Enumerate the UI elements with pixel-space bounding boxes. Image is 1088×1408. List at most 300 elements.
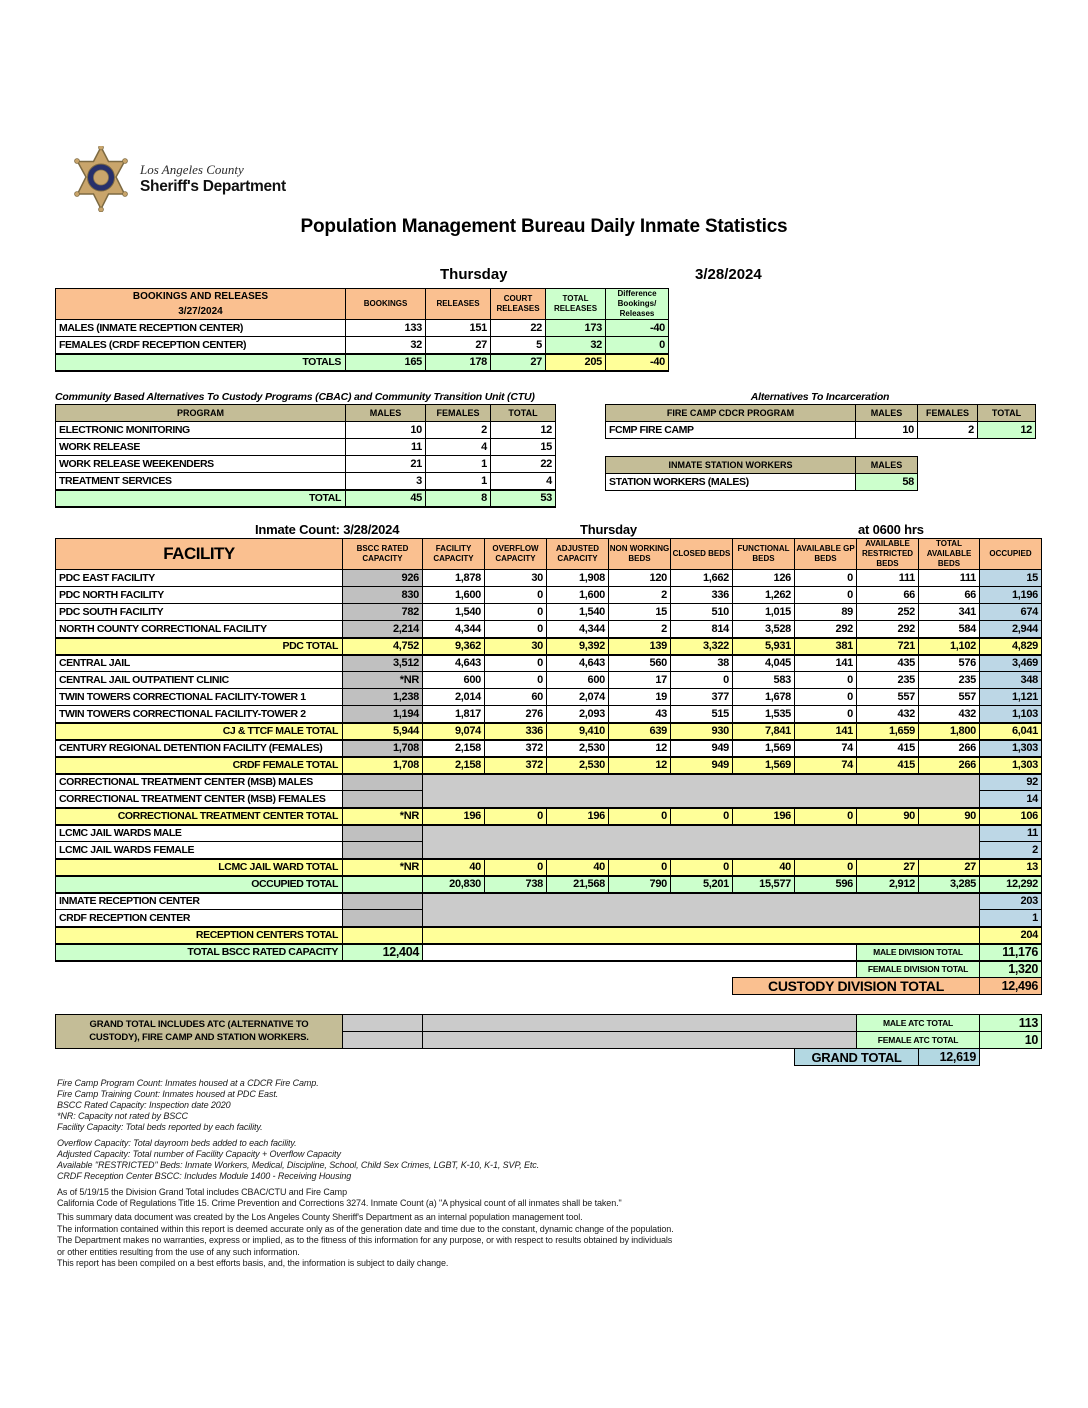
total-value: 7,841 [733, 723, 795, 740]
facility-label: TWIN TOWERS CORRECTIONAL FACILITY-TOWER 1 [56, 689, 343, 706]
total-value: 2,912 [857, 876, 919, 893]
inmate-count-label: Inmate Count: 3/28/2024 [255, 522, 400, 537]
table-row [56, 354, 669, 371]
total-value: 381 [795, 638, 857, 655]
table-row [56, 405, 556, 422]
bscc-value: 1,194 [343, 706, 423, 723]
facility-label: CENTRAL JAIL [56, 655, 343, 672]
stat-value: 38 [671, 655, 733, 672]
footnote-line: Fire Camp Training Count: Inmates housed at PDC East. [57, 1089, 279, 1099]
total-value: 336 [485, 723, 547, 740]
bscc-value: 1,708 [343, 757, 423, 774]
stat-value: 584 [919, 621, 980, 638]
row-label: WORK RELEASE WEEKENDERS [56, 456, 346, 473]
occupied-value: 674 [980, 604, 1042, 621]
totals-label: CORRECTIONAL TREATMENT CENTER TOTAL [56, 808, 343, 825]
column-header: FEMALES [426, 405, 491, 422]
table-row [606, 457, 918, 474]
fire-camp-table [605, 404, 1036, 439]
table-row [56, 337, 669, 354]
female-division-value: 1,320 [980, 961, 1042, 978]
totals-label: RECEPTION CENTERS TOTAL [56, 927, 343, 944]
column-header: MALES [346, 405, 426, 422]
occupied-value: 2 [980, 842, 1042, 859]
table-row [56, 808, 1042, 825]
total-value: 178 [426, 354, 491, 371]
column-header: TOTAL [491, 405, 556, 422]
stat-value: 10 [856, 422, 918, 439]
column-header: AVAILABLE GP BEDS [795, 539, 857, 570]
stat-value: 235 [919, 672, 980, 689]
footnote-line: Overflow Capacity: Total dayroom beds added to each facility. [57, 1138, 297, 1148]
stat-value: 276 [485, 706, 547, 723]
stat-value: 583 [733, 672, 795, 689]
facility-label: CENTURY REGIONAL DETENTION FACILITY (FEMALES) [56, 740, 343, 757]
disclaimer-line: or other entities resulting from the use of any such information. [57, 1246, 300, 1257]
page-title: Population Management Bureau Daily Inmate Statistics [300, 216, 788, 237]
total-value: 930 [671, 723, 733, 740]
bscc-value: 1,708 [343, 740, 423, 757]
stat-value: 4,643 [423, 655, 485, 672]
stat-value: 2 [426, 422, 491, 439]
facility-label: CENTRAL JAIL OUTPATIENT CLINIC [56, 672, 343, 689]
stat-value: 3,528 [733, 621, 795, 638]
stat-value: 120 [609, 570, 671, 587]
facility-header: FACILITY [56, 539, 343, 570]
stat-value: 1,600 [423, 587, 485, 604]
facility-label: PDC NORTH FACILITY [56, 587, 343, 604]
table-row [56, 723, 1042, 740]
total-value: 738 [485, 876, 547, 893]
footnote-line: California Code of Regulations Title 15. Crime Prevention and Corrections 3274. Inmate Count (a) "A physical count of all inmates shall be taken." [57, 1198, 622, 1208]
stat-value: 1,908 [547, 570, 609, 587]
total-value: 12 [609, 757, 671, 774]
table-row [56, 1015, 1042, 1032]
stat-value: 1,535 [733, 706, 795, 723]
total-value: 141 [795, 723, 857, 740]
total-value: 0 [609, 808, 671, 825]
total-value: 21,568 [547, 876, 609, 893]
disclaimer-line: This report has been compiled on a best efforts basis, and, the information is subject to daily change. [57, 1258, 449, 1268]
stat-value: 4 [426, 439, 491, 456]
stat-value: 0 [795, 587, 857, 604]
stat-value: 30 [485, 570, 547, 587]
table-row [56, 757, 1042, 774]
stat-value: 1 [426, 473, 491, 490]
stat-value: 32 [546, 337, 606, 354]
footnote-line: Facility Capacity: Total beds reported by each facility. [57, 1122, 263, 1132]
occupied-value: 12,292 [980, 876, 1042, 893]
footnote-line: Available "RESTRICTED" Beds: Inmate Workers, Medical, Discipline, School, Child Sex Crimes, LGBT, K-10, K-1, SVP, Etc. [57, 1160, 540, 1170]
facility-label: CORRECTIONAL TREATMENT CENTER (MSB) FEMALES [56, 791, 343, 808]
stat-value: 377 [671, 689, 733, 706]
stat-value: 515 [671, 706, 733, 723]
stat-value: 4 [491, 473, 556, 490]
row-label: MALES (INMATE RECEPTION CENTER) [56, 320, 346, 337]
stat-value: 1,878 [423, 570, 485, 587]
column-header: FACILITY CAPACITY [423, 539, 485, 570]
inmate-count-day: Thursday [580, 522, 637, 537]
stat-value: 2 [918, 422, 978, 439]
facility-label: TWIN TOWERS CORRECTIONAL FACILITY-TOWER 2 [56, 706, 343, 723]
total-value: 45 [346, 490, 426, 507]
total-value: 1,800 [919, 723, 980, 740]
bscc-value: *NR [343, 672, 423, 689]
stat-value: 27 [426, 337, 491, 354]
stat-value: 510 [671, 604, 733, 621]
sheriff-star-icon [72, 146, 130, 212]
totals-label: PDC TOTAL [56, 638, 343, 655]
bscc-total-label: TOTAL BSCC RATED CAPACITY [56, 944, 343, 961]
column-header: OVERFLOW CAPACITY [485, 539, 547, 570]
table-row [56, 706, 1042, 723]
stat-value: 32 [346, 337, 426, 354]
stat-value: 141 [795, 655, 857, 672]
total-value: 721 [857, 638, 919, 655]
disclaimer [57, 1212, 674, 1270]
bscc-value: *NR [343, 859, 423, 876]
facility-label: PDC SOUTH FACILITY [56, 604, 343, 621]
column-header: TOTAL [978, 405, 1036, 422]
stat-value: 111 [857, 570, 919, 587]
female-atc-value: 10 [980, 1032, 1042, 1049]
total-value: 40 [733, 859, 795, 876]
bscc-value: 1,238 [343, 689, 423, 706]
grand-total-value: 12,619 [919, 1049, 980, 1066]
footnote-line: CRDF Reception Center BSCC: Includes Module 1400 - Receiving Housing [57, 1171, 352, 1181]
bscc-value: 3,512 [343, 655, 423, 672]
stat-value: 341 [919, 604, 980, 621]
bookings-header: BOOKINGS AND RELEASES 3/27/2024 [56, 289, 346, 320]
occupied-value: 15 [980, 570, 1042, 587]
stat-value: 10 [346, 422, 426, 439]
stat-value: 43 [609, 706, 671, 723]
occupied-value: 13 [980, 859, 1042, 876]
footnote-line: As of 5/19/15 the Division Grand Total includes CBAC/CTU and Fire Camp [57, 1187, 347, 1197]
row-label: FCMP FIRE CAMP [606, 422, 856, 439]
ati-caption: Alternatives To Incarceration [750, 391, 890, 403]
stat-value: 336 [671, 587, 733, 604]
table-row [56, 320, 669, 337]
merged-gray-cell [423, 774, 980, 808]
stat-value: 4,344 [423, 621, 485, 638]
stat-value: 66 [857, 587, 919, 604]
footnote-line: BSCC Rated Capacity: Inspection date 2020 [57, 1100, 231, 1110]
disclaimer-line: The information contained within this report is deemed accurate only as of the generation date and time due to the constant, dynamic change of the population. [57, 1223, 674, 1234]
total-value: 9,074 [423, 723, 485, 740]
bscc-value [343, 876, 423, 893]
total-value: 27 [857, 859, 919, 876]
stat-value: 2,158 [423, 740, 485, 757]
total-value: 1,569 [733, 757, 795, 774]
total-value: 596 [795, 876, 857, 893]
stat-value: 0 [485, 655, 547, 672]
occupied-value: 11 [980, 825, 1042, 842]
table-row [56, 961, 1042, 978]
table-row [606, 422, 1036, 439]
occupied-value: 1,121 [980, 689, 1042, 706]
total-value: 9,392 [547, 638, 609, 655]
total-value: 3,322 [671, 638, 733, 655]
column-header: PROGRAM [56, 405, 346, 422]
total-value: 1,659 [857, 723, 919, 740]
stat-value: 133 [346, 320, 426, 337]
bscc-value: 782 [343, 604, 423, 621]
table-row [56, 774, 1042, 791]
row-label: ELECTRONIC MONITORING [56, 422, 346, 439]
column-header: Difference Bookings/ Releases [606, 289, 669, 320]
stat-value: 292 [795, 621, 857, 638]
stat-value: 1 [426, 456, 491, 473]
stat-value: 0 [795, 570, 857, 587]
stat-value: 0 [795, 689, 857, 706]
column-header: CLOSED BEDS [671, 539, 733, 570]
bscc-total-value: 12,404 [343, 944, 423, 961]
cbac-caption: Community Based Alternatives To Custody Programs (CBAC) and Community Transition Unit (CTU) [55, 391, 535, 403]
total-value: 639 [609, 723, 671, 740]
stat-value: 435 [857, 655, 919, 672]
table-row [56, 689, 1042, 706]
total-value: 5,931 [733, 638, 795, 655]
report-date: 3/28/2024 [695, 266, 762, 283]
total-value: 8 [426, 490, 491, 507]
footnote-line: *NR: Capacity not rated by BSCC [57, 1111, 188, 1121]
total-value: 0 [671, 859, 733, 876]
stat-value: 252 [857, 604, 919, 621]
custody-division-label: CUSTODY DIVISION TOTAL [733, 978, 980, 995]
column-header: FUNCTIONAL BEDS [733, 539, 795, 570]
station-workers-table [605, 456, 918, 491]
male-atc-value: 113 [980, 1015, 1042, 1032]
column-header: MALES [856, 405, 918, 422]
footnotes [57, 1078, 622, 1209]
stat-value: 111 [919, 570, 980, 587]
column-header: OCCUPIED [980, 539, 1042, 570]
merged-gray-cell [423, 825, 980, 859]
footnote-line: Adjusted Capacity: Total number of Facility Capacity + Overflow Capacity [57, 1149, 341, 1159]
total-value: 2,158 [423, 757, 485, 774]
stat-value: 1,662 [671, 570, 733, 587]
total-value: 3,285 [919, 876, 980, 893]
total-value: 0 [671, 808, 733, 825]
table-row [56, 927, 1042, 944]
stat-value: 17 [609, 672, 671, 689]
total-value: 196 [423, 808, 485, 825]
row-label: STATION WORKERS (MALES) [606, 474, 856, 491]
bookings-releases-table [55, 288, 669, 372]
female-division-label: FEMALE DIVISION TOTAL [857, 961, 980, 978]
stat-value: 12 [491, 422, 556, 439]
total-value: 165 [346, 354, 426, 371]
stat-value: 0 [485, 587, 547, 604]
stat-value: 2 [609, 587, 671, 604]
facility-statistics-table [55, 538, 1042, 995]
stat-value: 415 [857, 740, 919, 757]
stat-value: 5 [491, 337, 546, 354]
occupied-value: 1,196 [980, 587, 1042, 604]
column-header: TOTAL AVAILABLE BEDS [919, 539, 980, 570]
grand-total-label: GRAND TOTAL [795, 1049, 919, 1066]
total-value: 9,362 [423, 638, 485, 655]
total-value: 30 [485, 638, 547, 655]
stat-value: 576 [919, 655, 980, 672]
total-value: 40 [547, 859, 609, 876]
table-row [56, 604, 1042, 621]
total-value: 0 [485, 808, 547, 825]
total-value: 0 [485, 859, 547, 876]
stat-value: 2,014 [423, 689, 485, 706]
occupied-value: 4,829 [980, 638, 1042, 655]
stat-value: 19 [609, 689, 671, 706]
total-value: 1,102 [919, 638, 980, 655]
stat-value: 949 [671, 740, 733, 757]
total-value: 40 [423, 859, 485, 876]
table-row [56, 740, 1042, 757]
fire-camp-header: FIRE CAMP CDCR PROGRAM [606, 405, 856, 422]
stat-value: 1,600 [547, 587, 609, 604]
stat-value: 74 [795, 740, 857, 757]
stat-value: 432 [857, 706, 919, 723]
footnote-line: Fire Camp Program Count: Inmates housed at a CDCR Fire Camp. [57, 1078, 319, 1088]
bscc-value: 5,944 [343, 723, 423, 740]
stat-value: 58 [856, 474, 918, 491]
disclaimer-line: The Department makes no warranties, express or implied, as to the fitness of this information for any purpose, or with respect to results obtained by individuals [57, 1235, 673, 1245]
facility-label: NORTH COUNTY CORRECTIONAL FACILITY [56, 621, 343, 638]
total-value: 415 [857, 757, 919, 774]
column-header: NON WORKING BEDS [609, 539, 671, 570]
facility-label: LCMC JAIL WARDS FEMALE [56, 842, 343, 859]
agency-logo [72, 146, 286, 212]
bscc-empty [343, 910, 423, 927]
bscc-value: 830 [343, 587, 423, 604]
table-row [56, 490, 556, 507]
stat-value: 600 [547, 672, 609, 689]
facility-label: INMATE RECEPTION CENTER [56, 893, 343, 910]
total-value: 205 [546, 354, 606, 371]
column-header: BSCC RATED CAPACITY [343, 539, 423, 570]
table-row [56, 893, 1042, 910]
stat-value: 22 [491, 320, 546, 337]
stat-value: 432 [919, 706, 980, 723]
facility-label: CORRECTIONAL TREATMENT CENTER (MSB) MALES [56, 774, 343, 791]
stat-value: 4,643 [547, 655, 609, 672]
occupied-value: 106 [980, 808, 1042, 825]
occupied-value: 1,303 [980, 757, 1042, 774]
stat-value: 0 [606, 337, 669, 354]
stat-value: 2,530 [547, 740, 609, 757]
stat-value: 89 [795, 604, 857, 621]
totals-label: TOTALS [56, 354, 346, 371]
table-row [606, 474, 918, 491]
stat-value: 126 [733, 570, 795, 587]
total-value: 27 [919, 859, 980, 876]
gray-cell [423, 1032, 857, 1049]
stat-value: 0 [795, 706, 857, 723]
station-workers-header: INMATE STATION WORKERS [606, 457, 856, 474]
total-value: 74 [795, 757, 857, 774]
total-value: 0 [609, 859, 671, 876]
bscc-empty [343, 893, 423, 910]
spacer [56, 1049, 795, 1066]
total-value: 372 [485, 757, 547, 774]
male-atc-label: MALE ATC TOTAL [857, 1015, 980, 1032]
table-row [56, 638, 1042, 655]
stat-value: 2,093 [547, 706, 609, 723]
totals-label: TOTAL [56, 490, 346, 507]
occupied-value: 3,469 [980, 655, 1042, 672]
stat-value: 2,074 [547, 689, 609, 706]
table-row [56, 655, 1042, 672]
column-header: ADJUSTED CAPACITY [547, 539, 609, 570]
spacer [423, 944, 857, 961]
male-division-value: 11,176 [980, 944, 1042, 961]
stat-value: 66 [919, 587, 980, 604]
totals-label: CJ & TTCF MALE TOTAL [56, 723, 343, 740]
inmate-count-time: at 0600 hrs [858, 522, 924, 537]
stat-value: 4,045 [733, 655, 795, 672]
table-row [56, 859, 1042, 876]
total-value: 90 [919, 808, 980, 825]
stat-value: 0 [485, 672, 547, 689]
occupied-value: 204 [980, 927, 1042, 944]
occupied-value: 92 [980, 774, 1042, 791]
total-value: 9,410 [547, 723, 609, 740]
cbac-ctu-table [55, 404, 556, 508]
stat-value: 600 [423, 672, 485, 689]
table-row [56, 621, 1042, 638]
atc-note: GRAND TOTAL INCLUDES ATC (ALTERNATIVE TO CUSTODY), FIRE CAMP AND STATION WORKERS. [56, 1015, 343, 1049]
bscc-value: 2,214 [343, 621, 423, 638]
occupied-value: 1,103 [980, 706, 1042, 723]
total-value: 90 [857, 808, 919, 825]
stat-value: 15 [609, 604, 671, 621]
column-header: MALES [856, 457, 918, 474]
total-value: 2,530 [547, 757, 609, 774]
table-row [56, 672, 1042, 689]
total-value: 139 [609, 638, 671, 655]
stat-value: 11 [346, 439, 426, 456]
bscc-empty [343, 825, 423, 842]
column-header: BOOKINGS [346, 289, 426, 320]
stat-value: 1,540 [423, 604, 485, 621]
table-row [56, 439, 556, 456]
facility-label: PDC EAST FACILITY [56, 570, 343, 587]
stat-value: 21 [346, 456, 426, 473]
stat-value: 557 [919, 689, 980, 706]
stat-value: 1,569 [733, 740, 795, 757]
total-value: 0 [795, 859, 857, 876]
total-value: 949 [671, 757, 733, 774]
stat-value: 3 [346, 473, 426, 490]
stat-value: 12 [609, 740, 671, 757]
table-row [606, 405, 1036, 422]
disclaimer-line: This summary data document was created by the Los Angeles County Sheriff's Department as an internal population management tool. [57, 1212, 583, 1222]
agency-department-text: Sheriff's Department [140, 178, 286, 195]
stat-value: 15 [491, 439, 556, 456]
occupied-value: 348 [980, 672, 1042, 689]
row-label: WORK RELEASE [56, 439, 346, 456]
occupied-value: 1 [980, 910, 1042, 927]
column-header: RELEASES [426, 289, 491, 320]
stat-value: 560 [609, 655, 671, 672]
stat-value: 1,015 [733, 604, 795, 621]
stat-value: 173 [546, 320, 606, 337]
stat-value: 557 [857, 689, 919, 706]
table-row [56, 825, 1042, 842]
stat-value: 235 [857, 672, 919, 689]
table-row [56, 422, 556, 439]
stat-value: 12 [978, 422, 1036, 439]
